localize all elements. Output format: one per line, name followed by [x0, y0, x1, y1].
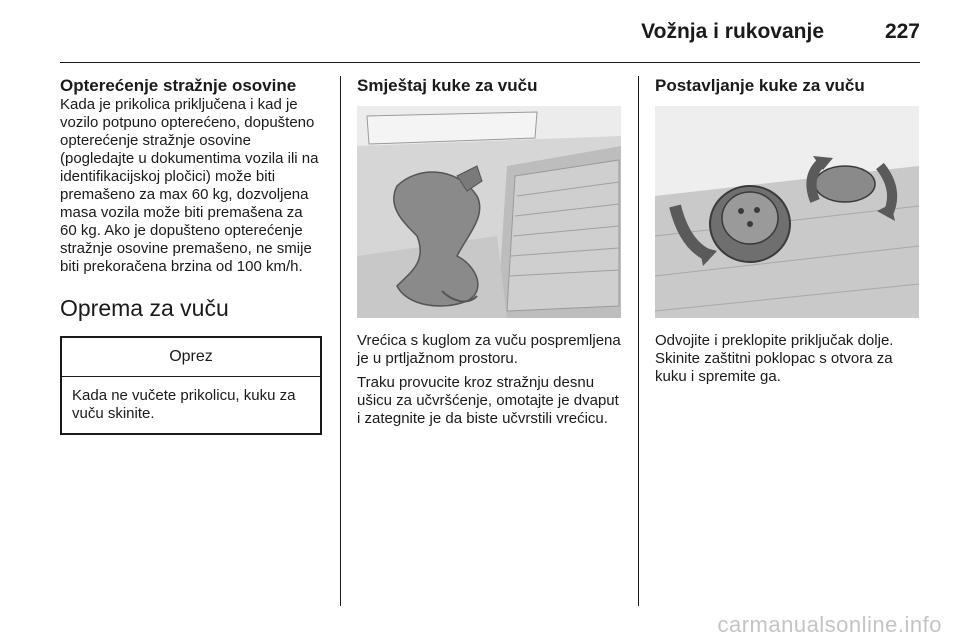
trunk-illustration [357, 106, 621, 318]
rear-axle-paragraph: Kada je prikolica priključena i kad je vozilo potpuno opterećeno, dopušteno opterećenje stražnje osovine (pogledajte u dokumentima vozila ili na identifikacijskoj pločici) može biti premašeno za max 60 kg, dozvoljena masa vozila može biti premašena za 60 kg. Ako je dopušteno opterećenje stražnje osovine premašeno, ne smije biti prekoračena brzina od 100 km/h. [60, 96, 319, 275]
column-1 [60, 76, 322, 435]
tow-ball-bag-photo [357, 106, 621, 318]
caution-box [60, 336, 322, 435]
page-header [60, 18, 920, 58]
bumper-socket-illustration [655, 106, 919, 318]
watermark: carmanualsonline.info [717, 612, 942, 637]
section-title-hook-storage: Smještaj kuke za vuču [357, 76, 538, 95]
column-divider-1 [340, 76, 341, 606]
storage-caption: Vrećica s kuglom za vuču pospremljena je u prtljažnom prostoru. [357, 332, 621, 367]
page-number: 227 [884, 20, 920, 43]
heading-towing-equipment: Oprema za vuču [60, 295, 229, 321]
caution-title: Oprez [62, 338, 320, 377]
caution-text: Kada ne vučete prikolicu, kuku za vuču skinite. [72, 387, 296, 422]
column-3 [655, 76, 921, 386]
strap-instructions: Traku provucite kroz stražnju desnu ušicu za učvršćenje, omotajte je dvaput i zategnite je da biste učvrstili vrećicu. [357, 374, 619, 427]
section-title-rear-axle-load: Opterećenje stražnje osovine [60, 76, 297, 95]
chapter-title: Vožnja i rukovanje [641, 20, 824, 43]
section-title-hook-installation: Postavljanje kuke za vuču [655, 76, 865, 95]
hook-installation-photo [655, 106, 919, 318]
installation-instructions: Odvojite i preklopite priključak dolje. Skinite zaštitni poklopac s otvora za kuku i spremite ga. [655, 332, 894, 385]
column-divider-2 [638, 76, 639, 606]
header-divider [60, 62, 920, 63]
column-2 [357, 76, 623, 428]
